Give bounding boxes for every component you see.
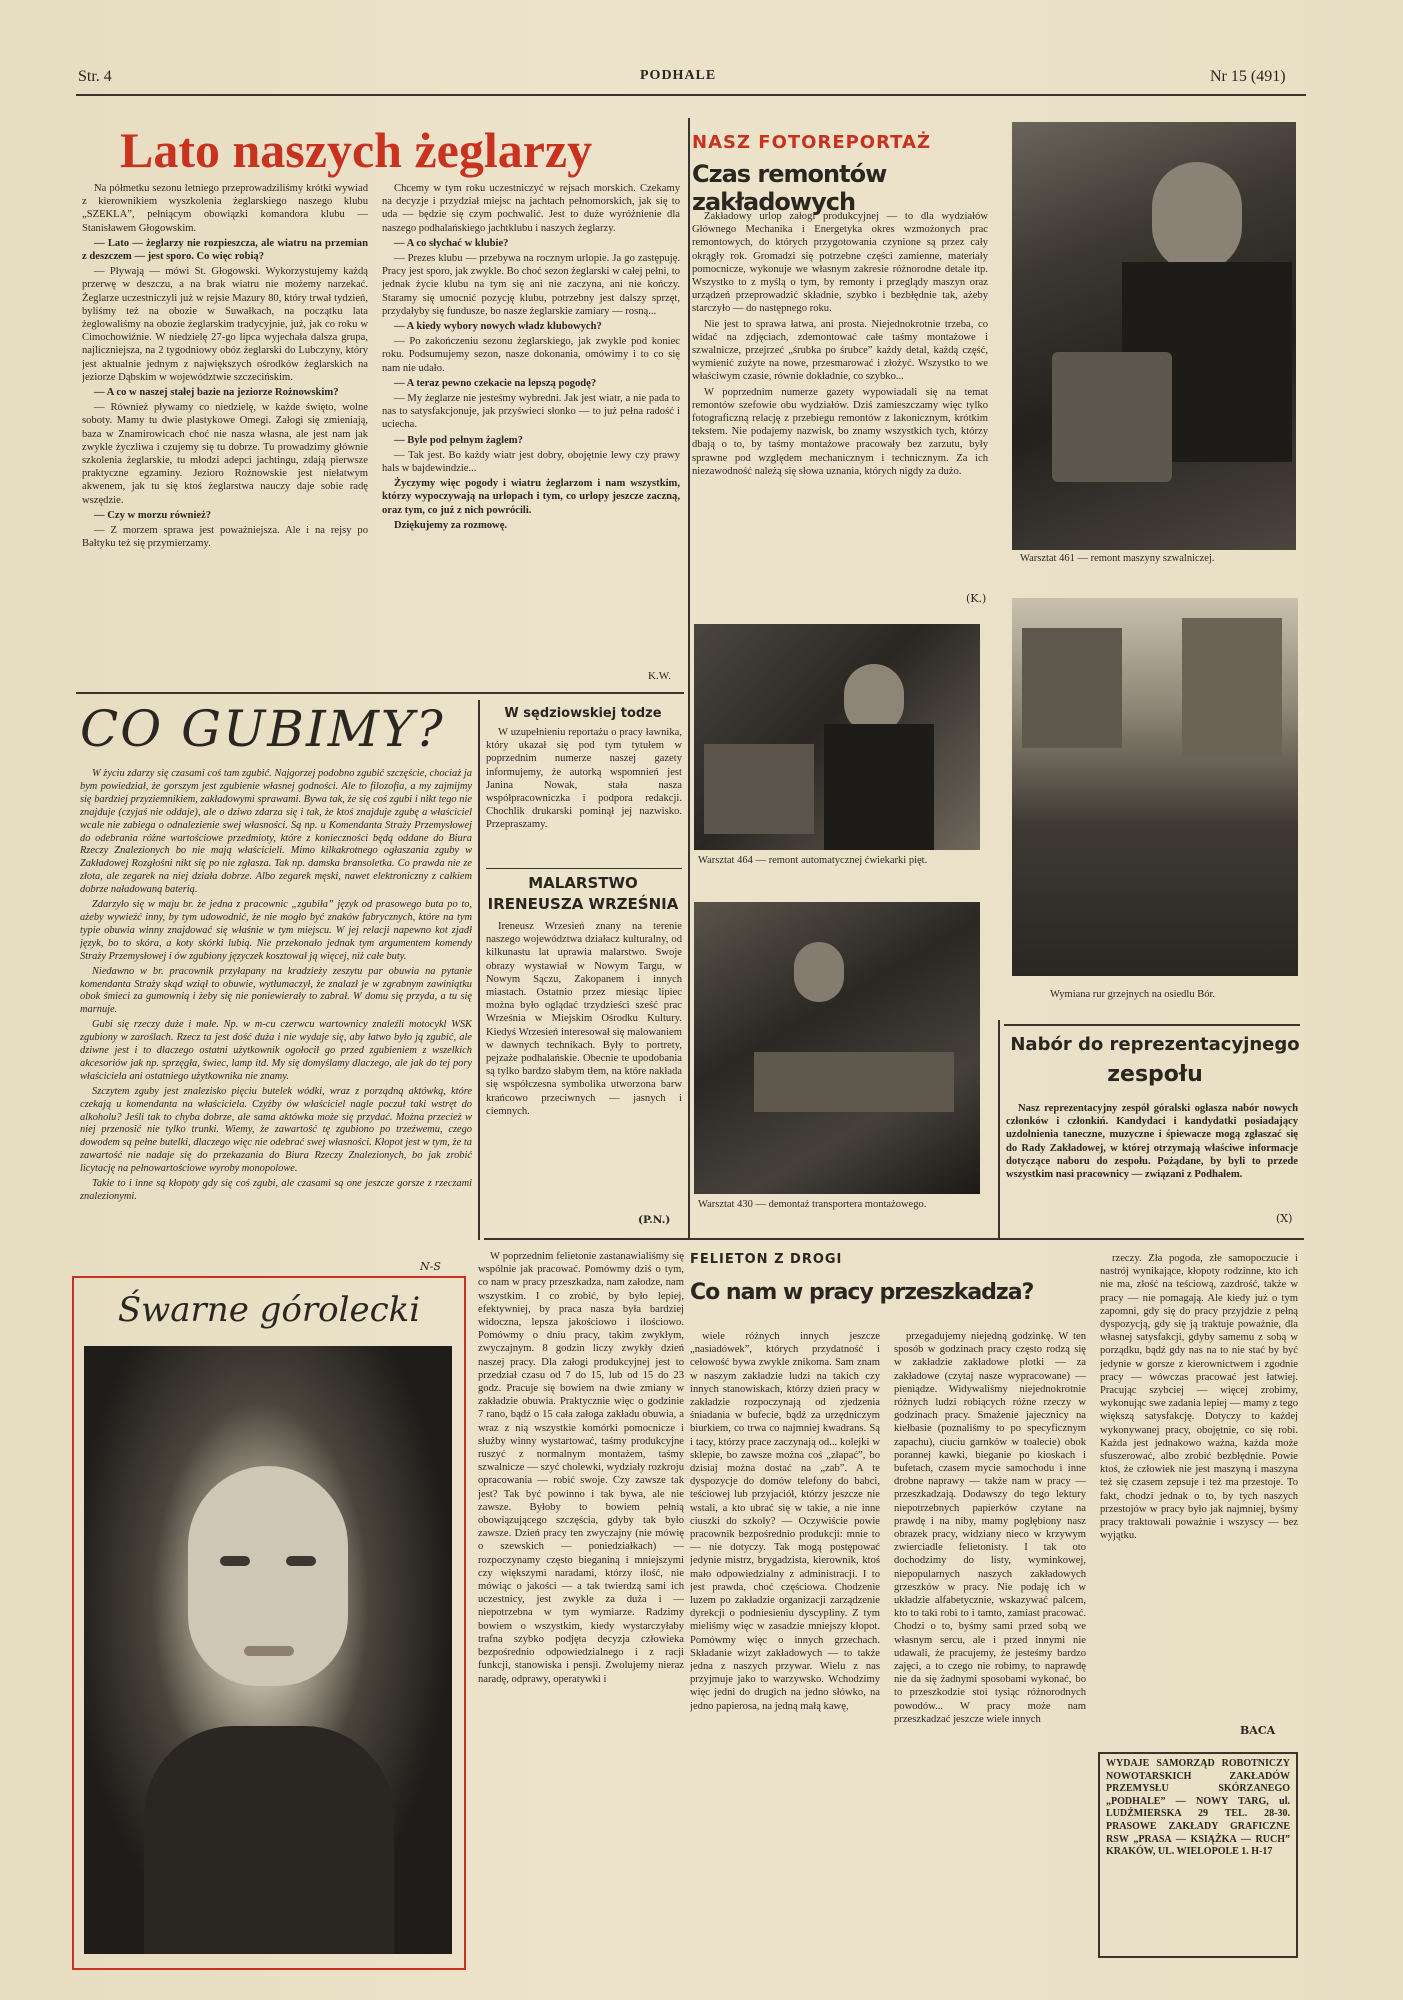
felieton-col3: przegadujemy niejedną godzinkę. W ten sposób w godzinach pracy często rodzą się w zakładzie zakładowe plotki — za zakładowe (czytaj nasze wypracowane) — pieniądze. Widywaliśmy niejednokrotnie różnych ludzi robiących różne rzeczy w godzinach pracy. Smażenie jajecznicy na kiełbasie (poznaliśmy to po specyficznym zapachu), ciuciu garnków w toalecie) obok porannej kawki, bieganie po kioskach i bufetach, czasem mycie samochodu i inne drobne naprawy — także nam w pracy — przeszkadzają. Dodawszy do tego lektury niepotrzebnych papierków czytane na prawdę i na niby, mamy pogłębiony nasz obrazek pracy, widziany nieco w krzywym zwierciadle felietonisty. I tak oto dochodzimy do listy, wyminkowej, niepopularnych naszych zakładowych grzeszków w pracy. Nie podaję ich w układzie alfabetycznie, wskazywać palcem, kto to taki robi to i tamto, zamiast pracować. Chodzi o to, byśmy sami przed sobą we własnym sercu, ale i przed innymi nie udawali, że pracujemy, że jesteśmy bardzo zajęci, a to czego nie robimy, to naprawdę nie da się żadnymi sposobami wykonać, bo to przeszkodzie stoi tysiąc różnorodnych powodów... W pracy może nam przeszkadzać jeszcze wiele innych bbox=[894, 1331, 1086, 1725]
felieton-kicker: FELIETON Z DROGI bbox=[690, 1252, 843, 1267]
rule-sedz-bottom bbox=[486, 868, 682, 869]
rule-sailing-bottom bbox=[76, 692, 684, 694]
painting-title-1: MALARSTWO bbox=[528, 874, 638, 892]
caption-workshop-461: Warsztat 461 — remont maszyny szwalniczej. bbox=[1020, 553, 1215, 564]
publisher-text: WYDAJE SAMORZĄD ROBOTNICZY NOWOTARSKICH ZAKŁADÓW PRZEMYSŁU SKÓRZANEGO „PODHALE” — NOWY TARG, ul. LUDŹMIERSKA 29 TEL. 28-30. PRASOWE ZAKŁADY GRAFICZNE RSW „PRASA — KSIĄŻKA — RUCH” KRAKÓW, UL. WIELOPOLE 1. H-17 bbox=[1106, 1758, 1290, 1858]
sailing-col1: Na półmetku sezonu letniego przeprowadziliśmy krótki wywiad z kierownikiem wyszkolenia żeglarskiego naszego klubu „SZEKLA”, pełniącym obowiązki komandora klubu — Stanisławem Głogowskim. — Lato — żeglarzy nie rozpieszcza, ale wiatru na przemian z deszczem — jest sporo. Co więc robią? — Pływają — mówi St. Głogowski. Wykorzystujemy każdą przerwę w deszczu, a na brak wiatru nie możemy narzekać. Żeglarze uczestniczyli już w rejsie Mazury 80, który trwał tydzień, byliśmy też na obozie w Suwałkach, na początku lata żeglowaliśmy na obozie żeglarskim tradycyjnie, już, jak co roku w Cimochowiźnie. W niedzielę 27-go lipca wyjechała dalsza grupa, najliczniejsza, na 2 tygodniowy obóz żeglarski do Lubczyny, który jest aktualnie jednym z największych ośrodków żeglarskich na jeziorze Dąbskim w województwie szczecińskim. — A co w naszej stałej bazie na jeziorze Rożnowskim? — Również pływamy co niedzielę, w każde święto, wolne soboty. Mamy tu dwie plastykowe Omegi. Załogi się zmieniają, baza w Znamirowicach choć nie nasza własna, ale jest nam jak zwykle życzliwa i czujemy się tu dobrze. Tu prowadzimy głównie szkolenia żeglarskie, tu młodzi adepci jachtingu, zdają pierwsze praktyczne egzaminy. Jezioro Rożnowskie jest niełatwym akwenem, jak tu się ktoś żeglarstwa nauczy daje sobie radę wszędzie. — Czy w morzu również? — Z morzem sprawa jest poważniejsza. Ale i na rejsy po Bałtyku też się przymierzamy. bbox=[82, 183, 368, 550]
sailing-col2: Chcemy w tym roku uczestniczyć w rejsach morskich. Czekamy na decyzje i przydział miejsc na jachtach pełnomorskich, jak się to uda — będzie się czym pochwalić. Jest to duże wyróżnienie dla naszego podhalańskiego jachtklubu i naszych żeglarzy. — A co słychać w klubie? — Prezes klubu — przebywa na rocznym urlopie. Ja go zastępuję. Pracy jest sporo, jak zwykle. Bo choć sezon żeglarski w całej pełni, to jednak życie klubu na tym się ani nie zaczyna, ani nie kończy. Staramy się umocnić pozycję klubu, potrzebny jest dalszy sprzęt, przydałyby się fundusze, bo nasze żeglarskie zamiary — rosną... — A kiedy wybory nowych władz klubowych? — Po zakończeniu sezonu żeglarskiego, jak zwykle pod koniec roku. Podsumujemy sezon, nasze dokonania, omówimy i to co się nam nie udało. — A teraz pewno czekacie na lepszą pogodę? — My żeglarze nie jesteśmy wybredni. Jak jest wiatr, a nie pada to nas to satysfakcjonuje, jak przyświeci słonko — to już pełna radość i uciecha. — Byle pod pełnym żaglem? — Tak jest. Bo każdy wiatr jest dobry, obojętnie lewy czy prawy hals w bajdewindzie... Życzymy więc pogody i wiatru żeglarzom i nam wszystkim, którzy wypoczywają na urlopach i tym, co urlopy jeszcze zaczną, oraz tym, co już z nich powrócili. Dziękujemy za rozmowę. bbox=[382, 183, 680, 531]
painting-signature: (P.N.) bbox=[638, 1214, 671, 1226]
rule-nabor-top bbox=[1004, 1024, 1300, 1026]
painting-title-2: IRENEUSZA WRZEŚNIA bbox=[487, 895, 679, 913]
caption-pipes-bor: Wymiana rur grzejnych na osiedlu Bór. bbox=[1050, 989, 1215, 1000]
photoreport-kicker: NASZ FOTOREPORTAŻ bbox=[692, 132, 932, 153]
gorolecki-title: Śwarne górolecki bbox=[117, 1290, 421, 1330]
sedz-title: W sędziowskiej todze bbox=[504, 706, 662, 721]
caption-workshop-430: Warsztat 430 — demontaż transportera montażowego. bbox=[698, 1199, 927, 1210]
rule-felieton-top bbox=[484, 1238, 1304, 1240]
photoreport-signature: (K.) bbox=[966, 592, 987, 605]
felieton-col1: W poprzednim felietonie zastanawialiśmy się wspólnie jak pracować. Pomówmy dziś o tym, co nam w pracy przeszkadza, nam załodze, nam wszystkim. I co zrobić, by było lepiej, efektywniej, by praca nasza była bardziej widoczna, lepsza jakościowo i ilościowo. Pomówmy o dniu pracy, takim zwykłym, zwyczajnym. 8 godzin liczy zwykły dzień naszej pracy. Dla załogi produkcyjnej jest to przedział czasu od 7 do 15, lub od 15 do 23 godz. Pracuje się bowiem na dwie zmiany w zakładzie obuwia. Praktycznie więc o godzinie 7 rano, bądź o 15 cała załoga zakładu obuwia, a wraz z nią wszystkie komórki pomocnicze i służby winny wystartować, taśmy produkcyjne ruszyć z normalnym montażem, taśmy szwalnicze — szyć cholewki, wydziały rozkroju opracowania — robić swoje. Czy zawsze tak jest? Tak być powinno i tak bywa, ale nie zawsze. Byłoby to bowiem pełnią obowiązującego szczęścia, gdyby tak było zawsze. Dzień pracy ten zwyczajny (nie mówię o szewskich — poniedziałkach) — rozpoczynamy często bieganiną i mniejszymi czy większymi naradami, którzy ilość, nie mówiąc o jakości — a tak twierdzą sami ich uczestnicy, jest zwykle za duża i — niepotrzebna w tym wymiarze. Radzimy bowiem o wszystkim, kiedy wystarczyłaby trafna szybko podjęta decyzja człowieka bezpośrednio odpowiedzialnego i z racji funkcji, stanowiska i pensji. Zwolujemy nieraz naradę, odprawy, operatywki i bbox=[478, 1251, 684, 1685]
felieton-title: Co nam w pracy przeszkadza? bbox=[690, 1280, 1034, 1305]
lost-text: W życiu zdarzy się czasami coś tam zgubić. Najgorzej podobno zgubić szczęście, chociaż ja bym powiedział, że gorszym jest zgubienie własnej godności. Ale to filozofia, a my zajmijmy się bardziej przyziemnikiem, zakładowymi sprawami. Bywa tak, że się coś zgubi i nikt tego nie znajduje (czyjaś nie oddaje), ale o dziwo zdarza się i tak, że ktoś znajduje zgubę a właściciel wcale nie zabiega o odnalezienie swej własności. Są np. u Komendanta Straży Przemysłowej do odebrania różne wartościowe przedmioty, które z konieczności będą oddane do Biura Rzeczy Znalezionych bo nie mają właścicieli. Mimo kilkakrotnego ogłaszania zguby w Zakładowej Rozgłośni nikt się po nie zgłasza. Tak np. damska bransoletka. Co prawda nie ze złota, ale zegarek na niej działa dobrze. Albo zegarek męski, nawet elektroniczny z całkiem dobrze naładowaną baterią. Zdarzyło się w maju br. że jedna z pracownic „zgubiła” język od prasowego buta po to, ażeby wywieźć inny, by tym udowodnić, że nie mogło być znaków fabrycznych, które na tym typie obuwia winny znajdować się właśnie w tym miejscu. W jej relacji napewno kot zjadł język, bo to skóra, a koty skórki lubią. Nie przekonało jednak tym argumentem komendy Straży Przemysłowej i ów zgubiony języczek kosztował ją więcej, niż całe buty. Niedawno w br. pracownik przyłapany na kradzieży zeszytu par obuwia na pytanie komendanta Straży skąd wziął to obuwie, wytłumaczył, że znalazł je w zgrabnym zawiniątku obok śmieci za gumownią i żeby się nie poniewierały to zabrał. W domu się przyda, a tu się marnuje. Gubi się rzeczy duże i małe. Np. w m-cu czerwcu wartownicy znaleźli motocykl WSK zgubiony w zaroślach. Rzecz ta jest dość duża i nie wydaje się, aby łatwo było ją zgubić, ale dziwne jest i to dlaczego ostatni użytkownik ogołocił go przed zgubieniem z wszelkich akcesoriów jak np. sprzęgła, świec, lamp itd. My się domyślamy dlaczego, ale jak do tej pory właściciela ani ostatniego użytkownika nie znamy. Szczytem zguby jest znalezisko pięciu butelek wódki, wraz z porządną aktówką, które czekają u komendanta na właściciela. Czyżby ów właściciel nagle poczuł taki wstręt do alkoholu? Jeśli tak to chyba dobrze, ale sama aktówka może się przydać. Można przecież w niej przenosić nie tylko trunki. Wiemy, że zawartość tę zgubiono po trzeźwemu, czego dowodem są pełne butelki, dlaczego więc nie odebrać swej własności. Kłopot jest w tym, że ta zawartość nie nadaje się do przekazania do Biura Rzeczy Znalezionych, bo jak zrobić licytację na pełnowartościowe wyroby monopolowe. Takie to i inne są kłopoty gdy się coś zgubi, ale czasami są one jeszcze gorsze z rzeczami znalezionymi. bbox=[80, 768, 472, 1202]
rule-lost-right bbox=[478, 700, 480, 1240]
caption-workshop-464: Warsztat 464 — remont automatycznej ćwiekarki pięt. bbox=[698, 855, 928, 866]
paper-name: PODHALE bbox=[640, 68, 717, 83]
rule-nabor-left bbox=[998, 1020, 1000, 1238]
photo-workshop-430 bbox=[694, 902, 980, 1194]
sailing-title: Lato naszych żeglarzy bbox=[120, 122, 593, 178]
nabor-text: Nasz reprezentacyjny zespół góralski ogłasza nabór nowych członków i członkiń. Kandydaci i kandydatki posiadający uzdolnienia taneczne, muzyczne i śpiewacze mogą zgłaszać się do Rady Zakładowej, w której otrzymają właściwe informacje dotyczące naboru do zespołu. Pożądane, by byli to przede wszystkim nasi pracownicy — związani z Podhalem. bbox=[1006, 1103, 1298, 1181]
nabor-title-2: zespołu bbox=[1107, 1062, 1203, 1087]
sailing-signature: K.W. bbox=[648, 670, 671, 682]
felieton-signature: BACA bbox=[1240, 1724, 1276, 1737]
lost-signature: N-S bbox=[420, 1260, 441, 1273]
nabor-signature: (X) bbox=[1276, 1212, 1293, 1225]
photoreport-title: Czas remontów zakładowych bbox=[692, 160, 887, 216]
photo-pipes-bor bbox=[1012, 598, 1298, 976]
lost-title: CO GUBIMY? bbox=[80, 700, 445, 758]
painting-text: Ireneusz Wrzesień znany na terenie naszego województwa działacz kulturalny, od kilkunastu lat uprawia malarstwo. Swoje obrazy wystawiał w Nowym Targu, w Nowym Sączu, Zakopanem i innych miastach. Ostatnio przez miesiąc lipiec można było oglądać trzydzieści sześć prac Września w Miejskim Ośrodku Kultury. Kiedyś Wrzesień interesował się malowaniem w dawnych technikach. Były to portrety, pejzaże podhalańskie. Obecnie te upodobania są tylko bardzo słabym tłem, na które nakłada się współczesna symbolika utworzona barw krańcowo przeciwnych — jasnych i ciemnych. bbox=[486, 921, 682, 1117]
photo-girl-portrait bbox=[84, 1346, 452, 1954]
photoreport-text: Zakładowy urlop załogi produkcyjnej — to dla wydziałów Głównego Mechanika i Energetyka okres wzmożonych prac remontowych, do których przygotowania czynione są przez cały okrągły rok. Gromadzi się potrzebne części zamienne, materiały pomocnicze, wykonuje we własnym zakresie różnorodne detale itp. Wszystko to z myślą o tym, by remonty i przeglądy maszyn oraz urządzeń przeprowadzić składnie, szybko i bezbłędnie tak, ażeby starczyło — do następnego roku. Nie jest to sprawa łatwa, ani prosta. Niejednokrotnie trzeba, co widać na zdjęciach, zdemontować całe taśmy montażowe i szwalnicze, przejrzeć „śrubka po śrubce” każdy detal, każdą część, wymienić zużyte na nowe, przesmarować i złożyć. Wszystko to we właściwym czasie, równie dokładnie, co szybko... W poprzednim numerze gazety wypowiadali się na temat remontów szefowie obu wydziałów. Dziś zamieszczamy więc tylko fotograficzną relację z przebiegu remontów z lakonicznym, krótkim tekstem. Nie podajemy nazwisk, bo znamy wszystkich tych, którzy dbają o to, by taśmy montażowe pracowały bez zarzutu, były sprawne pod względem mechanicznym i technicznym. Za ich niezawodność należą się słowa uznania, których nigdy za dużo. bbox=[692, 211, 988, 477]
header-rule bbox=[76, 94, 1306, 96]
rule-vertical-mid bbox=[688, 118, 690, 1238]
felieton-col4: rzeczy. Zła pogoda, złe samopoczucie i nastrój wynikające, kłopoty rodzinne, kto ich nie ma, złość na teściową, zazdrość, także w pracy — nie pomagają. Ale kiedy już o tym zapomni, gdy się do pracy przyjdzie z pełną dyspozycją, gdy się ją traktuje poważnie, dla własnej satysfakcji, gdyby samemu z sobą w porządku, bądź gdy nas na to nie stać by być jedynie w gorsze z kierownictwem i zgodnie pracy — wówczas pracować jest łatwiej. Pracując szybciej — więcej zrobimy, wykonując swe zadania lepiej — mamy z tego większą satysfakcję. Dotyczy to każdej wykonywanej pracy, obojętnie, co się robi. Każda jest jednakowo ważna, każda może sfuszerować, albo zrobić bezbłędnie. Powie ktoś, że człowiek nie jest maszyną i maszyna też się czasem zepsuje i też ma przestoje. To fakt, chodzi jednak o to, by tych naszych przestojów w pracy było jak najmniej, byśmy pracy traktowali poważnie i wszyscy — bez wyjątku. bbox=[1100, 1253, 1298, 1542]
sedz-text: W uzupełnieniu reportażu o pracy ławnika, który ukazał się pod tym tytułem w poprzednim numerze naszej gazety informujemy, że autorką wspomnień jest Janina Nowak, stała nasza współpracowniczka i podpora redakcji. Chochlik drukarski pominął jej nazwisko. Przepraszamy. bbox=[486, 727, 682, 831]
publisher-box bbox=[1098, 1752, 1298, 1958]
photo-workshop-464 bbox=[694, 624, 980, 850]
issue-number: Nr 15 (491) bbox=[1210, 68, 1286, 85]
photo-workshop-461 bbox=[1012, 122, 1296, 550]
felieton-col2: wiele różnych innych jeszcze „nasiadówek”, których przydatność i celowość bywa zwykle znikoma. Sam znam w naszym zakładzie ludzi na takich czy innych stanowiskach, którzy dzień pracy w zakładzie rozpoczynają od zjedzenia śniadania w bufecie, bądź za urzędniczym biurkiem, co trwa co najmniej kwadrans. Są i tacy, którzy prace zaczynają od... kolejki w sklepie, bo zawsze można coś „złapać”, bo dzisiaj można dostać na „zab”. A te dyspozycje do domów telefony do babci, teściowej lub przyjaciół, którzy jeszcze nie wstali, a kto ubrać się w takie, a nie inne ciuszki do szkoły? — Oczywiście powie pracownik bezpośrednio produkcji: mnie to — nie dotyczy. Tak mogą postępować jedynie mistrz, brygadzista, kierownik, ktoś mało odpowiedzialny z administracji. I to jest prawda, choć częściowa. Chodzenie luzem po zakładzie organizacji zarządzenie dyrekcji o podniesieniu dyscypliny. Z tym mieliśmy więc w zasadzie mniejszy kłopot. Pomówmy więc o innych grzechach. Składanie wizyt zakładowych — to także jedna z naszych przywar. Wielu z nas przyjmuje jako to warzywsko. Wchodzimy więc jedni do drugich na jedno słówko, na jedno papierosa, na jedną małą kawę, bbox=[690, 1331, 880, 1712]
nabor-title-1: Nabór do reprezentacyjnego bbox=[1010, 1034, 1300, 1055]
page-number: Str. 4 bbox=[78, 68, 112, 85]
